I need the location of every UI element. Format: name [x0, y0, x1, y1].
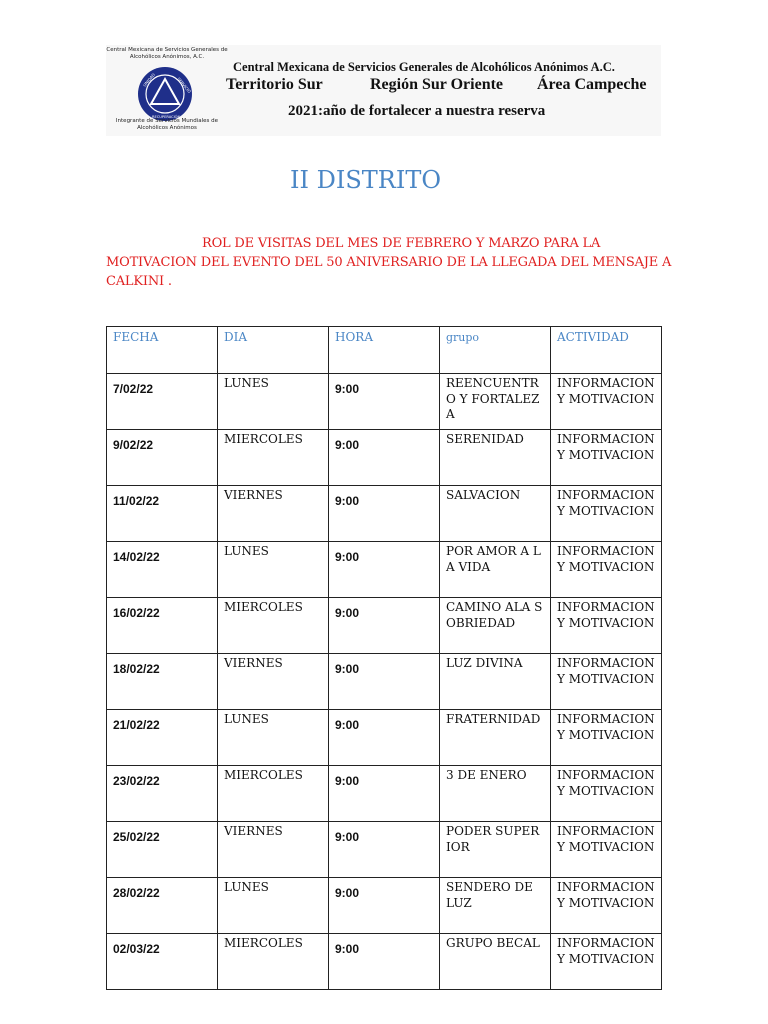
cell-dia: MIERCOLES	[218, 766, 329, 822]
cell-fecha: 16/02/22	[107, 598, 218, 654]
logo-ring-left: UNIDAD	[141, 72, 157, 88]
subtitle-line-1: ROL DE VISITAS DEL MES DE FEBRERO Y MARZO PARA LA	[202, 236, 601, 251]
cell-dia: VIERNES	[218, 486, 329, 542]
table-row	[107, 598, 662, 654]
cell-dia: LUNES	[218, 710, 329, 766]
cell-dia: LUNES	[218, 542, 329, 598]
visits-table	[106, 326, 662, 990]
cell-actividad: INFORMACION Y MOTIVACION	[551, 878, 662, 934]
cell-dia: LUNES	[218, 374, 329, 430]
cell-hora: 9:00	[329, 598, 440, 654]
cell-actividad: INFORMACION Y MOTIVACION	[551, 598, 662, 654]
document-subtitle	[106, 234, 672, 291]
cell-grupo: SALVACION	[440, 486, 551, 542]
column-header-fecha: FECHA	[107, 327, 218, 374]
cell-fecha: 25/02/22	[107, 822, 218, 878]
cell-actividad: INFORMACION Y MOTIVACION	[551, 486, 662, 542]
cell-grupo: SENDERO DE LUZ	[440, 878, 551, 934]
letterhead	[106, 45, 661, 136]
org-name: Central Mexicana de Servicios Generales de Alcohólicos Anónimos A.C.	[233, 60, 615, 74]
cell-fecha: 21/02/22	[107, 710, 218, 766]
cell-actividad: INFORMACION Y MOTIVACION	[551, 654, 662, 710]
column-header-dia: DIA	[218, 327, 329, 374]
cell-actividad: INFORMACION Y MOTIVACION	[551, 710, 662, 766]
cell-grupo: GRUPO BECAL	[440, 934, 551, 990]
cell-fecha: 23/02/22	[107, 766, 218, 822]
cell-hora: 9:00	[329, 766, 440, 822]
cell-hora: 9:00	[329, 934, 440, 990]
cell-hora: 9:00	[329, 822, 440, 878]
cell-actividad: INFORMACION Y MOTIVACION	[551, 934, 662, 990]
cell-dia: VIERNES	[218, 654, 329, 710]
cell-fecha: 02/03/22	[107, 934, 218, 990]
table-row	[107, 374, 662, 430]
area-label: Área Campeche	[537, 76, 647, 93]
cell-hora: 9:00	[329, 878, 440, 934]
cell-grupo: LUZ DIVINA	[440, 654, 551, 710]
table-row	[107, 822, 662, 878]
cell-grupo: PODER SUPERIOR	[440, 822, 551, 878]
table-row	[107, 710, 662, 766]
logo-caption-top: Central Mexicana de Servicios Generales de Alcohólicos Anónimos, A.C.	[106, 47, 228, 60]
cell-hora: 9:00	[329, 374, 440, 430]
column-header-hora: HORA	[329, 327, 440, 374]
table-row	[107, 430, 662, 486]
table-header-row	[107, 327, 662, 374]
column-header-actividad: ACTIVIDAD	[551, 327, 662, 374]
cell-actividad: INFORMACION Y MOTIVACION	[551, 430, 662, 486]
cell-fecha: 14/02/22	[107, 542, 218, 598]
table-row	[107, 486, 662, 542]
cell-fecha: 18/02/22	[107, 654, 218, 710]
region-label: Región Sur Oriente	[370, 76, 504, 93]
table-row	[107, 934, 662, 990]
table-row	[107, 542, 662, 598]
page-title: II DISTRITO	[290, 166, 441, 194]
subtitle-line-2: MOTIVACION DEL EVENTO DEL 50 ANIVERSARIO DE LA LLEGADA DEL MENSAJE A	[106, 255, 672, 270]
cell-dia: VIERNES	[218, 822, 329, 878]
cell-grupo: SERENIDAD	[440, 430, 551, 486]
logo-caption-bottom: Integrante de Servicios Mundiales de Alcohólicos Anónimos	[115, 118, 219, 131]
cell-dia: MIERCOLES	[218, 430, 329, 486]
cell-grupo: REENCUENTRO Y FORTALEZA	[440, 374, 551, 430]
subtitle-line-3: CALKINI .	[106, 274, 172, 289]
org-motto: 2021:año de fortalecer a nuestra reserva	[288, 103, 546, 119]
cell-grupo: 3 DE ENERO	[440, 766, 551, 822]
cell-hora: 9:00	[329, 654, 440, 710]
cell-dia: LUNES	[218, 878, 329, 934]
column-header-grupo: grupo	[440, 327, 551, 374]
cell-fecha: 11/02/22	[107, 486, 218, 542]
cell-actividad: INFORMACIONY MOTIVACION	[551, 374, 662, 430]
cell-hora: 9:00	[329, 430, 440, 486]
cell-fecha: 28/02/22	[107, 878, 218, 934]
cell-grupo: FRATERNIDAD	[440, 710, 551, 766]
table-row	[107, 766, 662, 822]
table-row	[107, 654, 662, 710]
cell-fecha: 7/02/22	[107, 374, 218, 430]
logo-ring-bottom: RECUPERACIÓN	[152, 115, 181, 119]
table-row	[107, 878, 662, 934]
cell-dia: MIERCOLES	[218, 934, 329, 990]
territorio-label: Territorio Sur	[226, 76, 323, 93]
aa-logo-icon	[136, 65, 194, 123]
cell-hora: 9:00	[329, 542, 440, 598]
cell-fecha: 9/02/22	[107, 430, 218, 486]
cell-actividad: INFORMACION Y MOTIVACION	[551, 766, 662, 822]
cell-grupo: POR AMOR A LA VIDA	[440, 542, 551, 598]
cell-actividad: INFORMACION Y MOTIVACION	[551, 822, 662, 878]
cell-actividad: INFORMACION Y MOTIVACION	[551, 542, 662, 598]
cell-dia: MIERCOLES	[218, 598, 329, 654]
cell-hora: 9:00	[329, 486, 440, 542]
cell-hora: 9:00	[329, 710, 440, 766]
cell-grupo: CAMINO ALA SOBRIEDAD	[440, 598, 551, 654]
logo-ring-right: SERVICIO	[176, 76, 193, 94]
